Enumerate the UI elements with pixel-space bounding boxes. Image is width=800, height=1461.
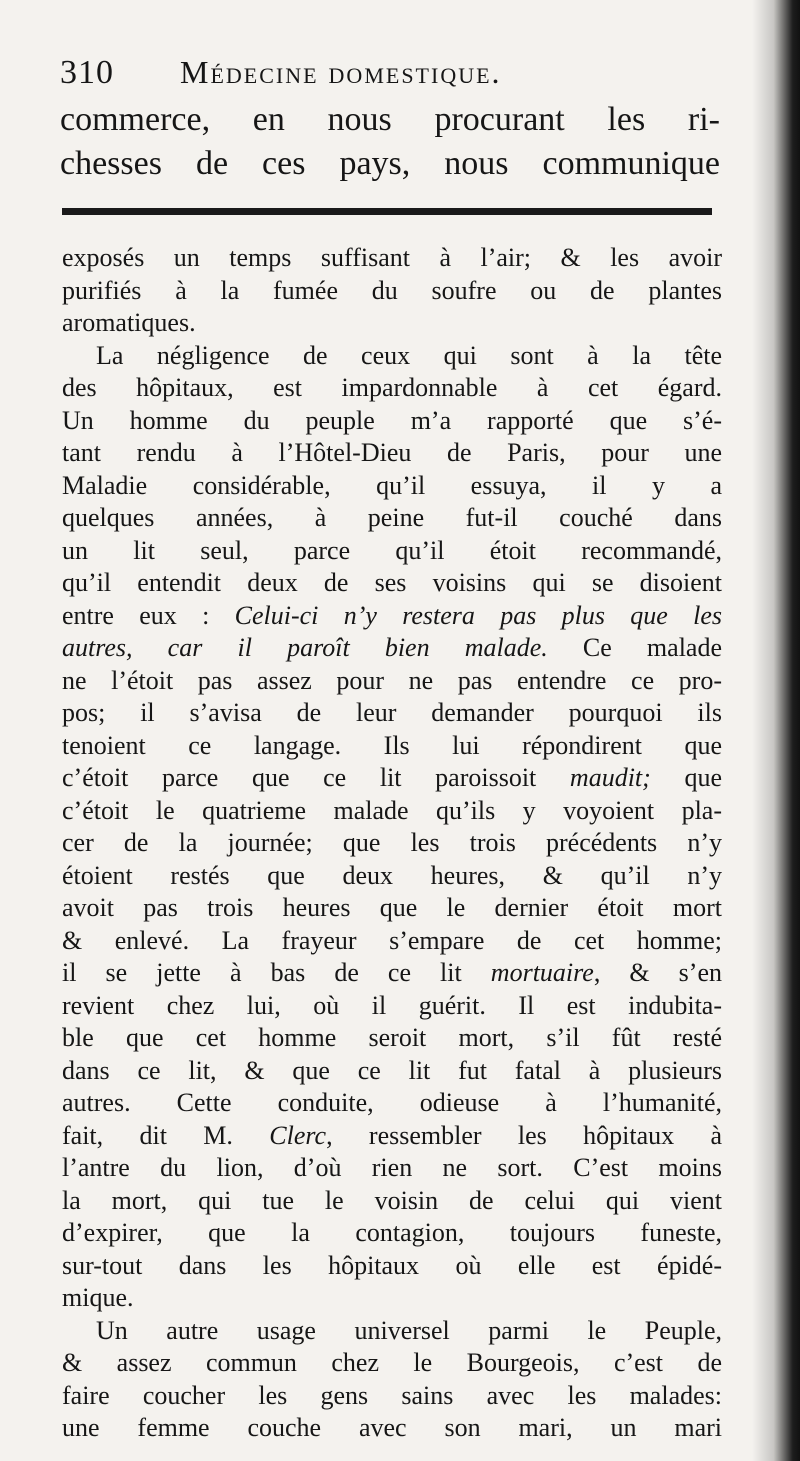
text-line: & enlevé. La frayeur s’empare de cet homme; (62, 925, 722, 955)
text-line (62, 957, 722, 990)
italic-run: Celui-ci n’y restera pas plus que les (234, 600, 722, 630)
running-title: Médecine domestique. (180, 54, 502, 90)
text-line: des hôpitaux, est impardonnable à cet égard. (62, 373, 722, 402)
body-text (62, 242, 722, 1445)
text-run: , ressembler les hôpitaux à (326, 1120, 723, 1150)
text-line: c’étoit le quatrieme malade qu’ils y voyoient pla- (62, 795, 722, 825)
text-line: l’antre du lion, d’où rien ne sort. C’est moins (62, 1153, 722, 1182)
fragment-line: commerce, en nous procurant les ri- (60, 101, 720, 138)
text-line: autres. Cette conduite, odieuse à l’humanité, (62, 1088, 722, 1117)
text-line: cer de la journée; que les trois précédents n’y (62, 828, 722, 857)
horizontal-rule (62, 208, 712, 215)
text-line: aromatiques. (62, 308, 196, 337)
text-line: tenoient ce langage. Ils lui répondirent que (62, 730, 722, 760)
text-line: la mort, qui tue le voisin de celui qui vient (62, 1185, 722, 1215)
text-line: revient chez lui, où il guérit. Il est indubita- (62, 990, 722, 1020)
page-number: 310 (60, 54, 114, 91)
text-run: , & s’en (593, 958, 722, 987)
text-line: exposés un temps suffisant à l’air; & les avoir (62, 243, 722, 272)
text-line: La négligence de ceux qui sont à la tête (96, 340, 722, 370)
text-line (62, 632, 722, 665)
text-run: fait, dit M. (62, 1120, 270, 1150)
text-run: il se jette à bas de ce lit (62, 958, 491, 987)
text-line: faire coucher les gens sains avec les malades: (62, 1380, 722, 1410)
text-line (62, 1120, 722, 1153)
text-line: étoient restés que deux heures, & qu’il n’y (62, 860, 722, 890)
text-line: sur-tout dans les hôpitaux où elle est épidé- (62, 1250, 722, 1280)
text-line: Maladie considérable, qu’il essuya, il y a (62, 470, 722, 500)
text-line: Un homme du peuple m’a rapporté que s’é- (62, 405, 722, 435)
overlapping-page-fragment (60, 98, 720, 186)
italic-run: mortuaire (490, 958, 594, 987)
text-run: Ce malade (547, 633, 723, 662)
text-line: pos; il s’avisa de leur demander pourquoi ils (62, 698, 722, 727)
text-line: avoit pas trois heures que le dernier étoit mort (62, 893, 722, 922)
text-line: purifiés à la fumée du soufre ou de plantes (62, 275, 722, 305)
text-line: ne l’étoit pas assez pour ne pas entendre ce pro- (62, 665, 722, 695)
fragment-line: chesses de ces pays, nous communique (60, 145, 720, 182)
text-line: dans ce lit, & que ce lit fut fatal à plusieurs (62, 1055, 722, 1085)
text-line: ble que cet homme seroit mort, s’il fût resté (62, 1023, 722, 1052)
text-run: que (650, 763, 722, 792)
text-line: d’expirer, que la contagion, toujours funeste, (62, 1218, 722, 1247)
text-line: quelques années, à peine fut-il couché dans (62, 503, 722, 532)
text-line (62, 600, 722, 633)
text-run: c’étoit parce que ce lit paroissoit (62, 763, 570, 792)
italic-run: Clerc (269, 1120, 327, 1150)
text-line: une femme couche avec son mari, un mari (62, 1413, 722, 1442)
italic-run: maudit; (569, 763, 651, 792)
page-header (60, 52, 720, 92)
text-line (62, 762, 722, 795)
text-line: mique. (62, 1283, 134, 1312)
text-line: & assez commun chez le Bourgeois, c’est de (62, 1348, 722, 1377)
text-line: un lit seul, parce qu’il étoit recommandé, (62, 535, 722, 565)
text-line: qu’il entendit deux de ses voisins qui se disoient (62, 568, 722, 597)
italic-run: autres, car il paroît bien malade. (62, 633, 548, 662)
text-line: Un autre usage universel parmi le Peuple, (96, 1315, 722, 1345)
text-line: tant rendu à l’Hôtel-Dieu de Paris, pour une (62, 438, 722, 467)
text-run: entre eux : (62, 600, 235, 630)
